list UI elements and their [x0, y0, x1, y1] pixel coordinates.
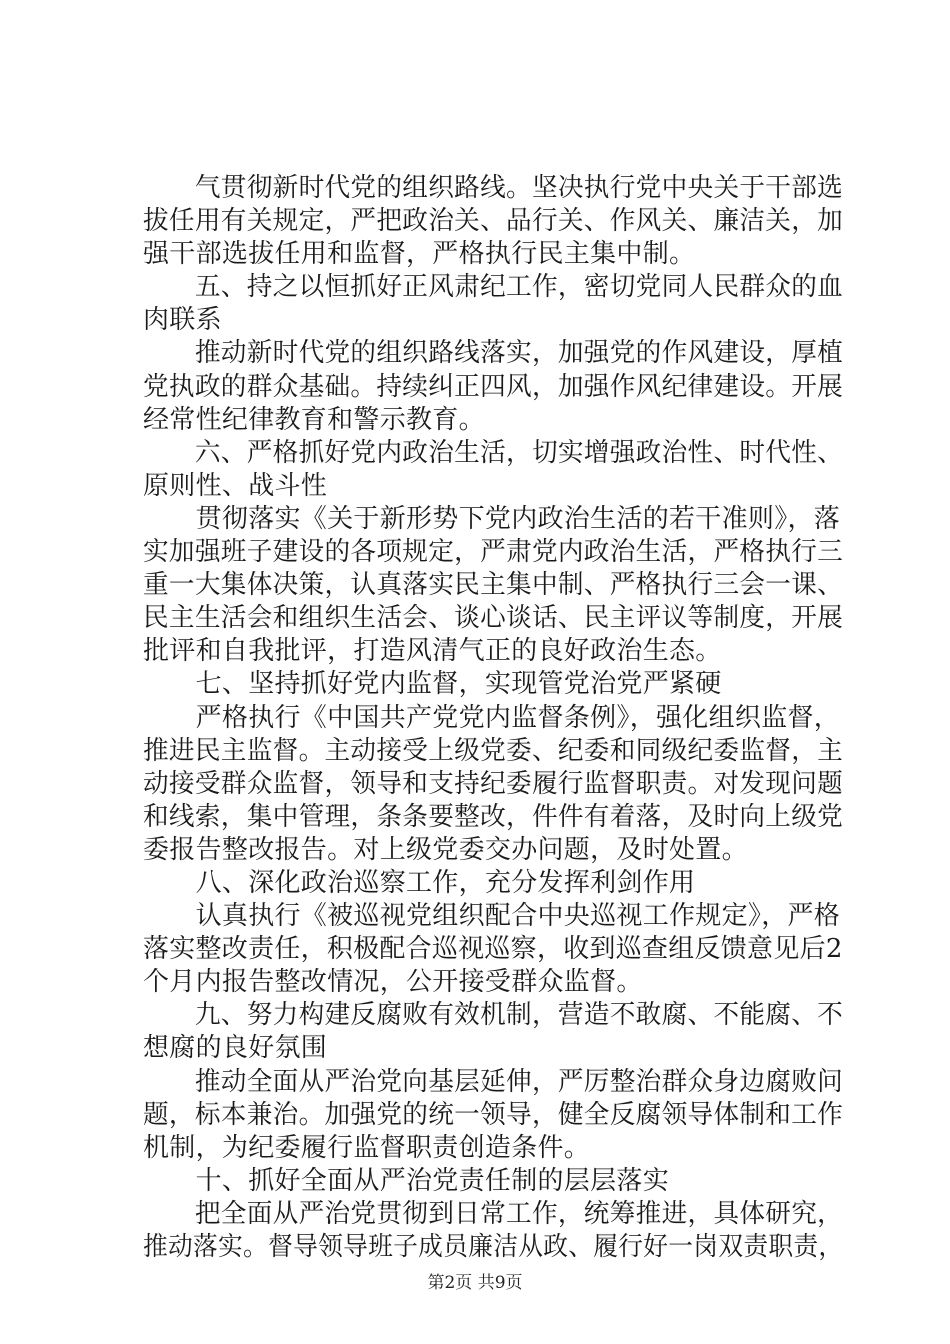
- text-line: 推动落实。督导领导班子成员廉洁从政、履行好一岗双责职责，: [143, 1232, 844, 1262]
- text-line: 想腐的良好氛围: [143, 1033, 328, 1064]
- text-line: 委报告整改报告。对上级党委交办问题，及时处置。: [143, 834, 748, 865]
- text-line: 民主生活会和组织生活会、谈心谈话、民主评议等制度，开展: [143, 603, 844, 634]
- text-line: 严格执行《中国共产党党内监督条例》，强化组织监督，: [143, 702, 841, 733]
- text-line: 六、严格抓好党内政治生活，切实增强政治性、时代性、: [143, 437, 844, 468]
- text-line: 九、努力构建反腐败有效机制，营造不敢腐、不能腐、不: [143, 1000, 844, 1031]
- text-line: 推动全面从严治党向基层延伸，严厉整治群众身边腐败问: [143, 1066, 844, 1097]
- text-line: 肉联系: [143, 305, 222, 336]
- text-line: 拔任用有关规定，严把政治关、品行关、作风关、廉洁关，加: [143, 206, 844, 237]
- text-line: 强干部选拔任用和监督，严格执行民主集中制。: [143, 239, 696, 270]
- text-line: 和线索，集中管理，条条要整改，件件有着落，及时向上级党: [143, 801, 844, 832]
- text-line: 推动新时代党的组织路线落实，加强党的作风建设，厚植: [143, 338, 844, 369]
- page-footer: 第2页 共9页: [427, 1273, 523, 1293]
- text-line: 八、深化政治巡察工作，充分发挥利剑作用: [143, 867, 696, 898]
- text-line: 个月内报告整改情况，公开接受群众监督。: [143, 967, 643, 998]
- text-line: 气贯彻新时代党的组织路线。坚决执行党中央关于干部选: [143, 173, 844, 203]
- text-line: 七、坚持抓好党内监督，实现管党治党严紧硬: [143, 669, 722, 700]
- text-line: 动接受群众监督，领导和支持纪委履行监督职责。对发现问题: [143, 768, 844, 799]
- text-line: 经常性纪律教育和警示教育。: [143, 404, 485, 435]
- document-body: [143, 172, 843, 1264]
- text-line: 批评和自我批评，打造风清气正的良好政治生态。: [143, 636, 722, 667]
- text-line: 重一大集体决策，认真落实民主集中制、严格执行三会一课、: [143, 570, 844, 601]
- text-line: 贯彻落实《关于新形势下党内政治生活的若干准则》，落: [143, 503, 841, 534]
- text-line: 五、持之以恒抓好正风肃纪工作，密切党同人民群众的血: [143, 272, 844, 303]
- text-line: 认真执行《被巡视党组织配合中央巡视工作规定》，严格: [143, 901, 841, 932]
- text-line: 十、抓好全面从严治党责任制的层层落实: [143, 1165, 670, 1196]
- text-line: 党执政的群众基础。持续纠正四风，加强作风纪律建设。开展: [143, 371, 844, 402]
- text-line: 落实整改责任，积极配合巡视巡察，收到巡查组反馈意见后2: [143, 934, 843, 965]
- text-line: 机制，为纪委履行监督职责创造条件。: [143, 1132, 591, 1163]
- text-line: 题，标本兼治。加强党的统一领导，健全反腐领导体制和工作: [143, 1099, 844, 1130]
- text-line: 推进民主监督。主动接受上级党委、纪委和同级纪委监督，主: [143, 735, 844, 766]
- text-line: 实加强班子建设的各项规定，严肃党内政治生活，严格执行三: [143, 537, 844, 568]
- text-line: 原则性、战斗性: [143, 470, 328, 501]
- text-line: 把全面从严治党贯彻到日常工作，统筹推进，具体研究，: [143, 1198, 844, 1229]
